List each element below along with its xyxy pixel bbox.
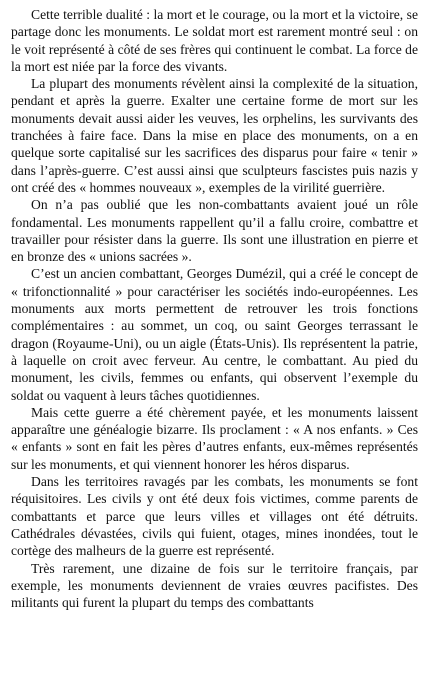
paragraph-2: La plupart des monuments révèlent ainsi la complexité de la situation, pendant et après la guerre. Exalter une certaine forme de mort sur les monuments devait aussi aider les veuves, les orphelins, les survivants des tranchées à faire face. Dans la mise en place des monuments, on a en quelque sorte capitalisé sur les sacrifices des disparus pour faire « tenir » dans l’après-guerre. C’est aussi ainsi que sculpteurs fascistes puis nazis y ont créé des « hommes nouveaux », exemples de la virilité guerrière. [11, 76, 418, 195]
paragraph-1: Cette terrible dualité : la mort et le courage, ou la mort et la victoire, se partage donc les monuments. Le soldat mort est rarement montré seul : on le voit représenté à côté de ses frères qui continuent le combat. La force de la mort est niée par la force des vivants. [11, 7, 418, 74]
paragraph-4: C’est un ancien combattant, Georges Dumézil, qui a créé le concept de « trifonctionnalité » pour caractériser les sociétés indo-européennes. Les monuments aux morts permettent de retrouver les trois fonctions complémentaires : au sommet, un coq, ou saint Georges terrassant le dragon (Royaume-Uni), ou un aigle (États-Unis). Ils représentent la patrie, à laquelle on croit avec ferveur. Au centre, le combattant. Au pied du monument, les civils, femmes ou enfants, qui observent l’exemple du soldat ou vaquent à leurs tâches quotidiennes. [11, 266, 418, 403]
paragraph-3: On n’a pas oublié que les non-combattants avaient joué un rôle fondamental. Les monuments rappellent qu’il a fallu croire, combattre et travailler pour résister dans la guerre. Ils sont une illustration en pierre et en bronze des « unions sacrées ». [11, 197, 418, 265]
paragraph-5: Mais cette guerre a été chèrement payée, et les monuments laissent apparaître une généalogie bizarre. Ils proclament : « A nos enfants. » Ces « enfants » sont en fait les pères d’autres enfants, eux-mêmes représentés sur les monuments, et qui viennent honorer les héros disparus. [11, 404, 418, 472]
paragraph-6: Dans les territoires ravagés par les combats, les monuments se font réquisitoires. Les civils y ont été deux fois victimes, comme parents de combattants et parce que leurs villes et villages ont été détruits. Cathédrales dévastées, civils qui fuient, otages, mines inondées, tout le cortège des malheurs de la guerre est représenté. [11, 474, 418, 559]
paragraph-7: Très rarement, une dizaine de fois sur le territoire français, par exemple, les monuments deviennent de vraies œuvres pacifistes. Des militants qui furent la plupart du temps des combattants [11, 560, 418, 611]
